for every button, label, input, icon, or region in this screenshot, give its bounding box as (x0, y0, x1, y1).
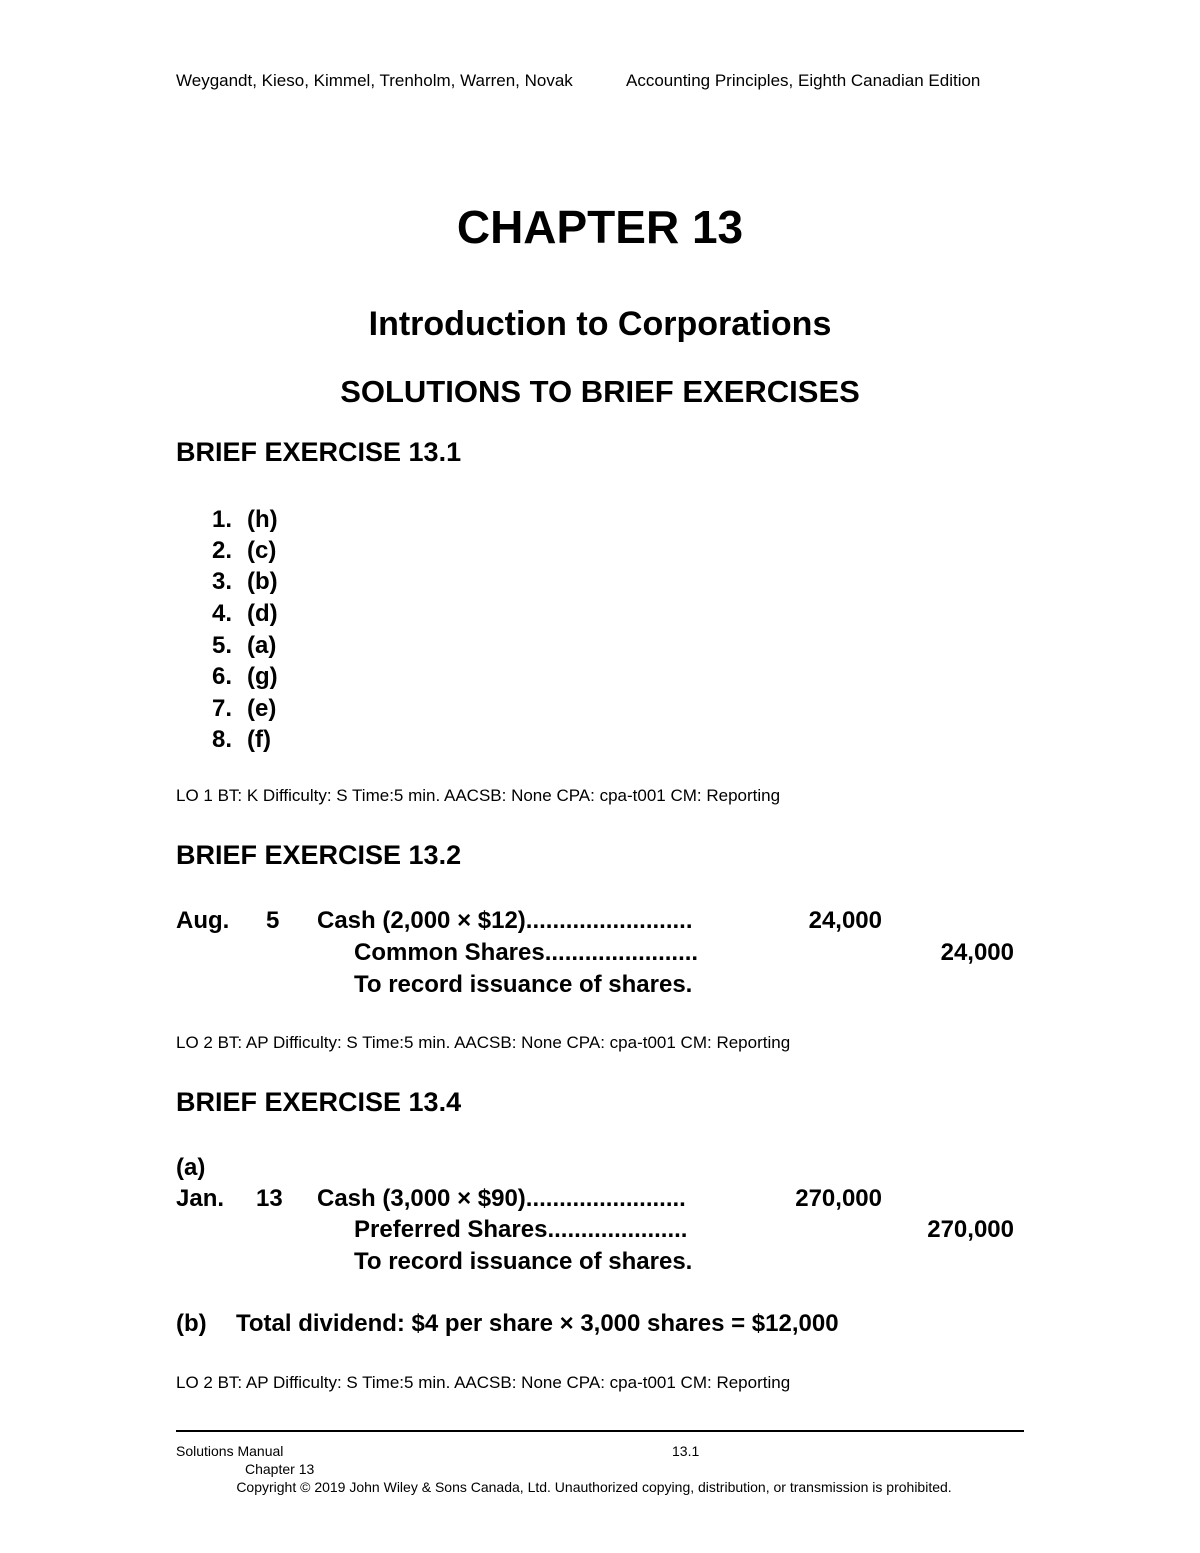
be2-day: 5 (266, 907, 280, 934)
be1-meta: LO 1 BT: K Difficulty: S Time:5 min. AACSB: None CPA: cpa-t001 CM: Reporting (176, 786, 781, 805)
be4-part-b-text: Total dividend: $4 per share × 3,000 shares = $12,000 (236, 1310, 839, 1337)
answer-letter: (h) (247, 506, 278, 533)
be2-heading: BRIEF EXERCISE 13.2 (176, 840, 462, 870)
footer-copyright: Copyright © 2019 John Wiley & Sons Canada, Ltd. Unauthorized copying, distribution, or transmission is prohibited. (236, 1479, 952, 1495)
be4-meta: LO 2 BT: AP Difficulty: S Time:5 min. AACSB: None CPA: cpa-t001 CM: Reporting (176, 1373, 791, 1392)
be4-part-a-label: (a) (176, 1154, 206, 1181)
answer-letter: (f) (247, 726, 271, 753)
answer-letter: (b) (247, 568, 278, 595)
answer-letter: (c) (247, 537, 277, 564)
answer-number: 7. (212, 695, 233, 722)
answer-number: 8. (212, 726, 233, 753)
chapter-title: CHAPTER 13 (456, 201, 744, 253)
answer-letter: (e) (247, 695, 277, 722)
header-authors: Weygandt, Kieso, Kimmel, Trenholm, Warren, Novak (176, 71, 573, 90)
answer-number: 4. (212, 600, 233, 627)
be4-explanation: To record issuance of shares. (354, 1248, 693, 1275)
be2-meta: LO 2 BT: AP Difficulty: S Time:5 min. AACSB: None CPA: cpa-t001 CM: Reporting (176, 1033, 791, 1052)
header-book-title: Accounting Principles, Eighth Canadian Edition (626, 71, 981, 90)
answer-number: 3. (212, 568, 233, 595)
footer-page-number: 13.1 (672, 1443, 700, 1459)
footer-divider (176, 1430, 1024, 1432)
section-title: SOLUTIONS TO BRIEF EXERCISES (340, 374, 860, 409)
answer-number: 1. (212, 506, 233, 533)
be4-credit-account: Preferred Shares..................... (354, 1216, 688, 1243)
be2-credit-account: Common Shares....................... (354, 939, 699, 966)
chapter-subtitle: Introduction to Corporations (368, 305, 832, 343)
be4-part-b-label: (b) (176, 1310, 207, 1337)
be2-debit-amount: 24,000 (808, 907, 882, 934)
answer-number: 6. (212, 663, 233, 690)
be2-debit-account: Cash (2,000 × $12)......................... (317, 907, 693, 934)
answer-letter: (a) (247, 632, 277, 659)
be4-day: 13 (256, 1185, 283, 1212)
be4-debit-amount: 270,000 (795, 1185, 882, 1212)
answer-letter: (g) (247, 663, 278, 690)
answer-letter: (d) (247, 600, 278, 627)
be4-heading: BRIEF EXERCISE 13.4 (176, 1087, 462, 1117)
be1-heading: BRIEF EXERCISE 13.1 (176, 437, 462, 467)
footer-manual: Solutions Manual (176, 1443, 284, 1459)
answer-number: 5. (212, 632, 233, 659)
be4-credit-amount: 270,000 (927, 1216, 1014, 1243)
be4-month: Jan. (176, 1185, 225, 1212)
footer-chapter: Chapter 13 (245, 1461, 315, 1477)
be4-debit-account: Cash (3,000 × $90)........................ (317, 1185, 686, 1212)
answer-number: 2. (212, 537, 233, 564)
be2-credit-amount: 24,000 (940, 939, 1014, 966)
be2-month: Aug. (176, 907, 230, 934)
be2-explanation: To record issuance of shares. (354, 971, 693, 998)
